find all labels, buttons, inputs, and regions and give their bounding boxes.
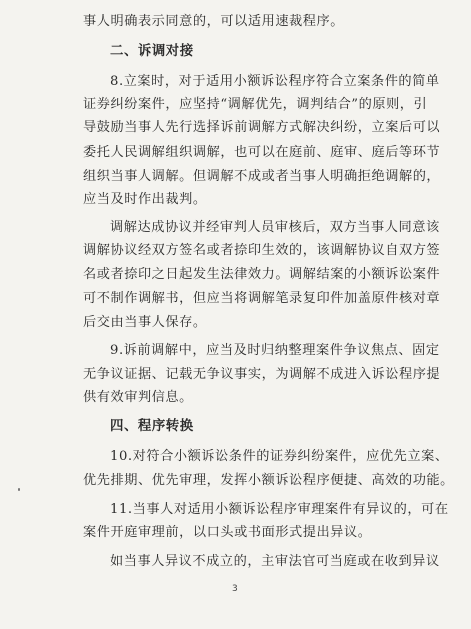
section-heading: 四、程序转换 (110, 419, 194, 434)
paragraph-line: 调解达成协议并经审判人员审核后，双方当事人同意该 (110, 220, 440, 235)
paragraph-line: 应当及时作出裁判。 (83, 192, 207, 207)
paragraph-line: 10.对符合小额诉讼条件的证券纠纷案件，应优先立案、 (110, 449, 449, 464)
section-heading: 二、诉调对接 (110, 44, 194, 59)
paragraph-line: 无争议证据、记载无争议事实，为调解不成进入诉讼程序提 (83, 367, 441, 382)
paragraph-line: 9.诉前调解中，应当及时归纳整理案件争议焦点、固定 (110, 343, 440, 358)
paragraph-line: 名或者捺印之日起发生法律效力。调解结案的小额诉讼案件 (83, 267, 441, 282)
paragraph-line: 如当事人异议不成立的，主审法官可当庭或在收到异议 (110, 554, 440, 569)
paragraph-line: 案件开庭审理前，以口头或书面形式提出异议。 (83, 525, 372, 540)
paragraph-line: 证券纠纷案件，应坚持“调解优先，调判结合”的原则，引 (83, 97, 428, 112)
paragraph-line: 可不制作调解书，但应当将调解笔录复印件加盖原件核对章 (83, 291, 441, 306)
paragraph-line: 供有效审判信息。 (83, 390, 193, 405)
text-line: 事人明确表示同意的，可以适用速裁程序。 (83, 14, 345, 29)
paragraph-line: 组织当事人调解。但调解不成或者当事人明确拒绝调解的， (83, 169, 441, 184)
paragraph-line: 导鼓励当事人先行选择诉前调解方式解决纠纷，立案后可以 (83, 120, 441, 135)
paragraph-line: 调解协议经双方签名或者捺印生效的，该调解协议自双方签 (83, 243, 441, 258)
paragraph-line: 11.当事人对适用小额诉讼程序审理案件有异议的，可在 (110, 502, 449, 517)
paragraph-line: 优先排期、优先审理，发挥小额诉讼程序便捷、高效的功能。 (83, 473, 454, 488)
paragraph-line: 后交由当事人保存。 (83, 315, 207, 330)
scan-speck (18, 488, 20, 491)
paragraph-line: 8.立案时，对于适用小额诉讼程序符合立案条件的简单 (110, 74, 440, 89)
paragraph-line: 委托人民调解组织调解，也可以在庭前、庭审、庭后等环节 (83, 145, 441, 160)
page-number: 3 (232, 584, 239, 594)
